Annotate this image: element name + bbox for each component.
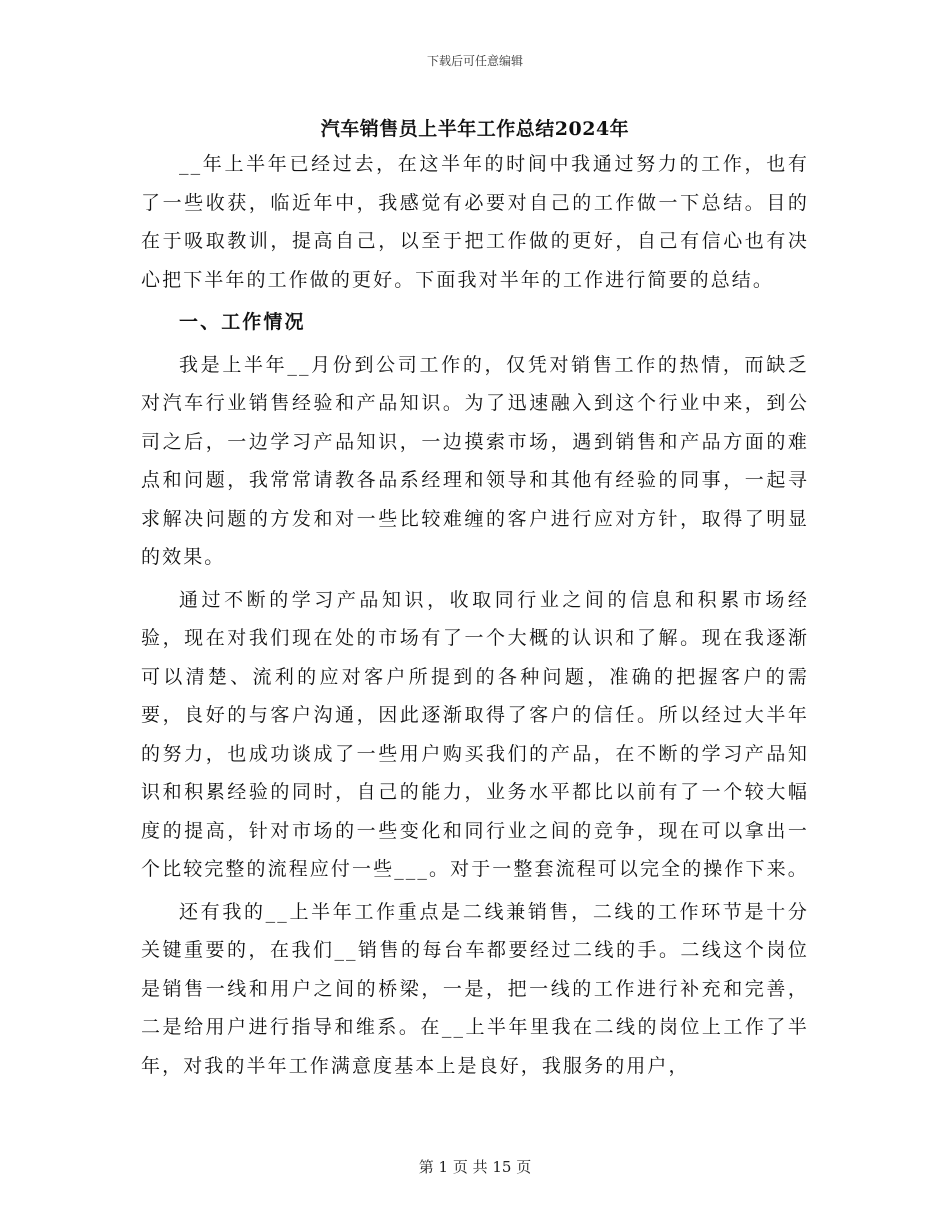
section-heading-work-situation: 一、工作情况 xyxy=(179,311,306,333)
intro-paragraph: __年上半年已经过去，在这半年的时间中我通过努力的工作，也有了一些收获，临近年中，我感觉有必要对自己的工作做一下总结。目的在于吸取教训，提高自己，以至于把工作做的更好，自己有信心也有决心把下半年的工作做的更好。下面我对半年的工作进行简要的总结。 xyxy=(141,153,809,291)
body-paragraph-3: 还有我的__上半年工作重点是二线兼销售，二线的工作环节是十分关键重要的，在我们__销售的每台车都要经过二线的手。二线这个岗位是销售一线和用户之间的桥梁，一是，把一线的工作进行补充和完善，二是给用户进行指导和维系。在__上半年里我在二线的岗位上工作了半年，对我的半年工作满意度基本上是良好，我服务的用户， xyxy=(141,900,809,1077)
body-paragraph-1: 我是上半年__月份到公司工作的，仅凭对销售工作的热情，而缺乏对汽车行业销售经验和产品知识。为了迅速融入到这个行业中来，到公司之后，一边学习产品知识，一边摸索市场，遇到销售和产品方面的难点和问题，我常常请教各品系经理和领导和其他有经验的同事，一起寻求解决问题的方发和对一些比较难缠的客户进行应对方针，取得了明显的效果。 xyxy=(141,353,809,568)
body-paragraph-2: 通过不断的学习产品知识，收取同行业之间的信息和积累市场经验，现在对我们现在处的市场有了一个大概的认识和了解。现在我逐渐可以清楚、流利的应对客户所提到的各种问题，准确的把握客户的需要，良好的与客户沟通，因此逐渐取得了客户的信任。所以经过大半年的努力，也成功谈成了一些用户购买我们的产品，在不断的学习产品知识和积累经验的同时，自己的能力，业务水平都比以前有了一个较大幅度的提高，针对市场的一些变化和同行业之间的竞争，现在可以拿出一个比较完整的流程应付一些___。对于一整套流程可以完全的操作下来。 xyxy=(141,588,809,880)
document-title: 汽车销售员上半年工作总结2024年 xyxy=(320,118,630,140)
page-number-footer: 第 1 页 共 15 页 xyxy=(418,1158,532,1176)
page-header-note: 下载后可任意编辑 xyxy=(426,54,523,68)
document-body xyxy=(141,145,809,1089)
